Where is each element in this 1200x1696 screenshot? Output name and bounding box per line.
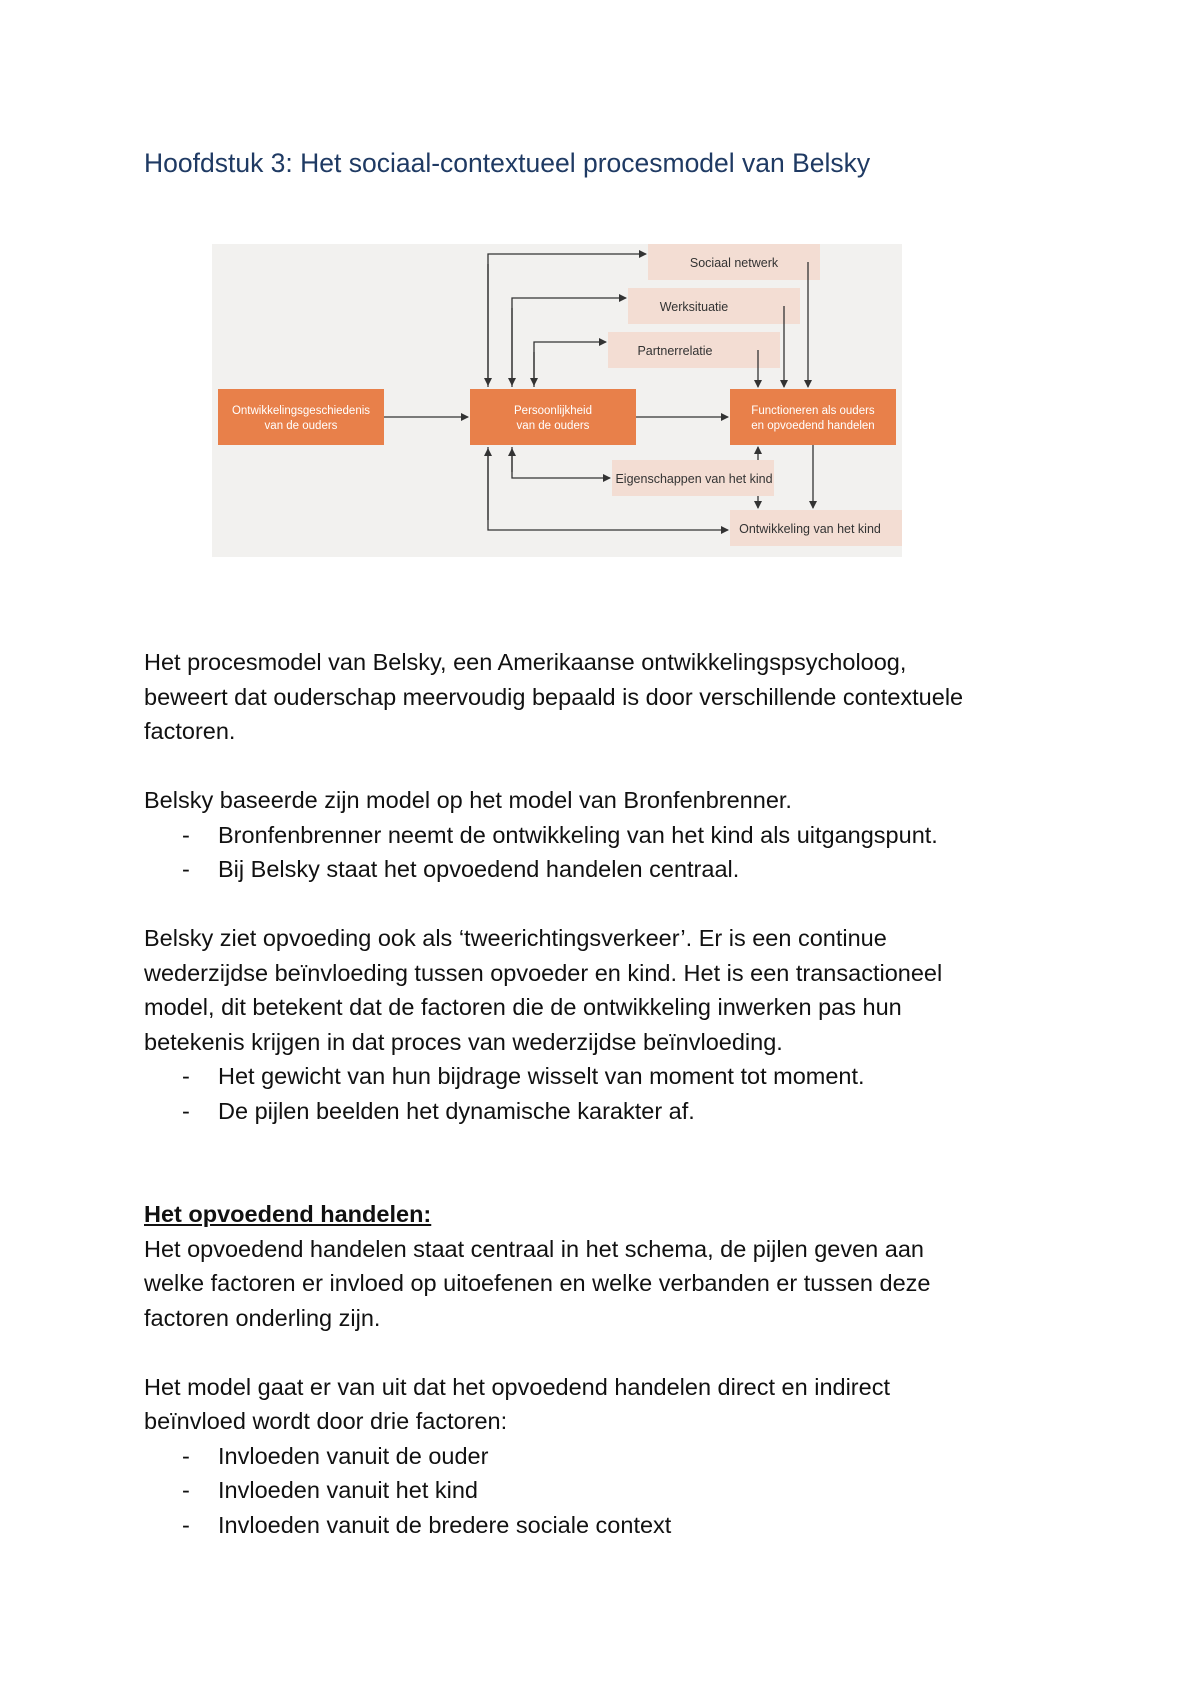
bullet-text: Invloeden vanuit de bredere sociale context (218, 1511, 672, 1538)
bullet-item (144, 1473, 1104, 1508)
paragraph-line: Belsky baseerde zijn model op het model van Bronfenbrenner. (144, 787, 792, 813)
label-persoonlijkheid-line1: Persoonlijkheid (514, 405, 592, 417)
label-ontwikkelingsgeschiedenis-line1: Ontwikkelingsgeschiedenis (231, 405, 371, 417)
label-sociaal-netwerk: Sociaal netwerk (689, 256, 779, 270)
box-persoonlijkheid (470, 389, 636, 445)
paragraph-line: beweert dat ouderschap meervoudig bepaald is door verschillende contextuele (144, 683, 964, 710)
paragraph-line: Het procesmodel van Belsky, een Amerikaanse ontwikkelingspsycholoog, (144, 649, 907, 675)
bullet-text: Bronfenbrenner neemt de ontwikkeling van het kind als uitgangspunt. (218, 821, 938, 848)
arrow-persoonlijkheid-to-partnerrelatie (534, 342, 606, 387)
bullet-text: Invloeden vanuit het kind (218, 1477, 478, 1503)
box-functioneren (730, 389, 896, 445)
label-partnerrelatie: Partnerrelatie (637, 344, 713, 358)
paragraph-line: model, dit betekent dat de factoren die de ontwikkeling inwerken pas hun (144, 994, 902, 1020)
bullet-dash: - (182, 1097, 190, 1124)
bullet-dash: - (182, 1442, 190, 1469)
paragraph-line: Het opvoedend handelen staat centraal in het schema, de pijlen geven aan (144, 1235, 924, 1262)
bullet-item (144, 1508, 1104, 1543)
bullet-text: Het gewicht van hun bijdrage wisselt van moment tot moment. (218, 1063, 865, 1089)
paragraph-line: wederzijdse beïnvloeding tussen opvoeder en kind. Het is een transactioneel (144, 959, 943, 986)
bullet-dash: - (182, 1477, 190, 1503)
bullet-item (144, 1059, 1104, 1094)
bullet-text: Bij Belsky staat het opvoedend handelen centraal. (218, 856, 740, 882)
bullet-item (144, 852, 1104, 887)
paragraph-line: betekenis krijgen in dat proces van wederzijdse beïnvloeding. (144, 1028, 783, 1055)
paragraph-line: welke factoren er invloed op uitoefenen en welke verbanden er tussen deze (144, 1270, 931, 1296)
bullet-dash: - (182, 1063, 190, 1089)
diagram-svg (212, 244, 902, 557)
belsky-process-model-diagram (212, 244, 902, 557)
label-eigenschappen-kind: Eigenschappen van het kind (615, 472, 773, 486)
paragraph-line: beïnvloed wordt door drie factoren: (144, 1408, 508, 1434)
bullet-dash: - (182, 821, 190, 848)
bullet-dash: - (182, 856, 190, 882)
box-ontwikkelingsgeschiedenis (218, 389, 384, 445)
paragraph-line: factoren. (144, 718, 236, 744)
label-persoonlijkheid-line2: van de ouders (516, 420, 590, 432)
bullet-item (144, 1439, 1104, 1474)
bullet-text: De pijlen beelden het dynamische karakter af. (218, 1097, 695, 1124)
arrow-persoonlijkheid-to-eigenschappen (512, 447, 610, 478)
bullet-text: Invloeden vanuit de ouder (218, 1442, 489, 1469)
label-ontwikkeling-kind: Ontwikkeling van het kind (739, 522, 881, 536)
bullet-dash: - (182, 1511, 190, 1538)
label-functioneren-line2: en opvoedend handelen (751, 420, 875, 432)
page-title: Hoofdstuk 3: Het sociaal-contextueel procesmodel van Belsky (144, 148, 871, 178)
paragraph-line: factoren onderling zijn. (144, 1304, 381, 1331)
section-heading: Het opvoedend handelen: (144, 1201, 432, 1227)
bullet-item (144, 818, 1104, 853)
label-werksituatie: Werksituatie (659, 300, 729, 314)
label-ontwikkelingsgeschiedenis-line2: van de ouders (264, 420, 338, 432)
paragraph-line: Het model gaat er van uit dat het opvoedend handelen direct en indirect (144, 1373, 890, 1400)
paragraph-line: Belsky ziet opvoeding ook als ‘tweerichtingsverkeer’. Er is een continue (144, 925, 887, 951)
bullet-item (144, 1094, 1104, 1129)
body-text (144, 645, 1104, 1542)
label-functioneren-line1: Functioneren als ouders (751, 405, 875, 417)
